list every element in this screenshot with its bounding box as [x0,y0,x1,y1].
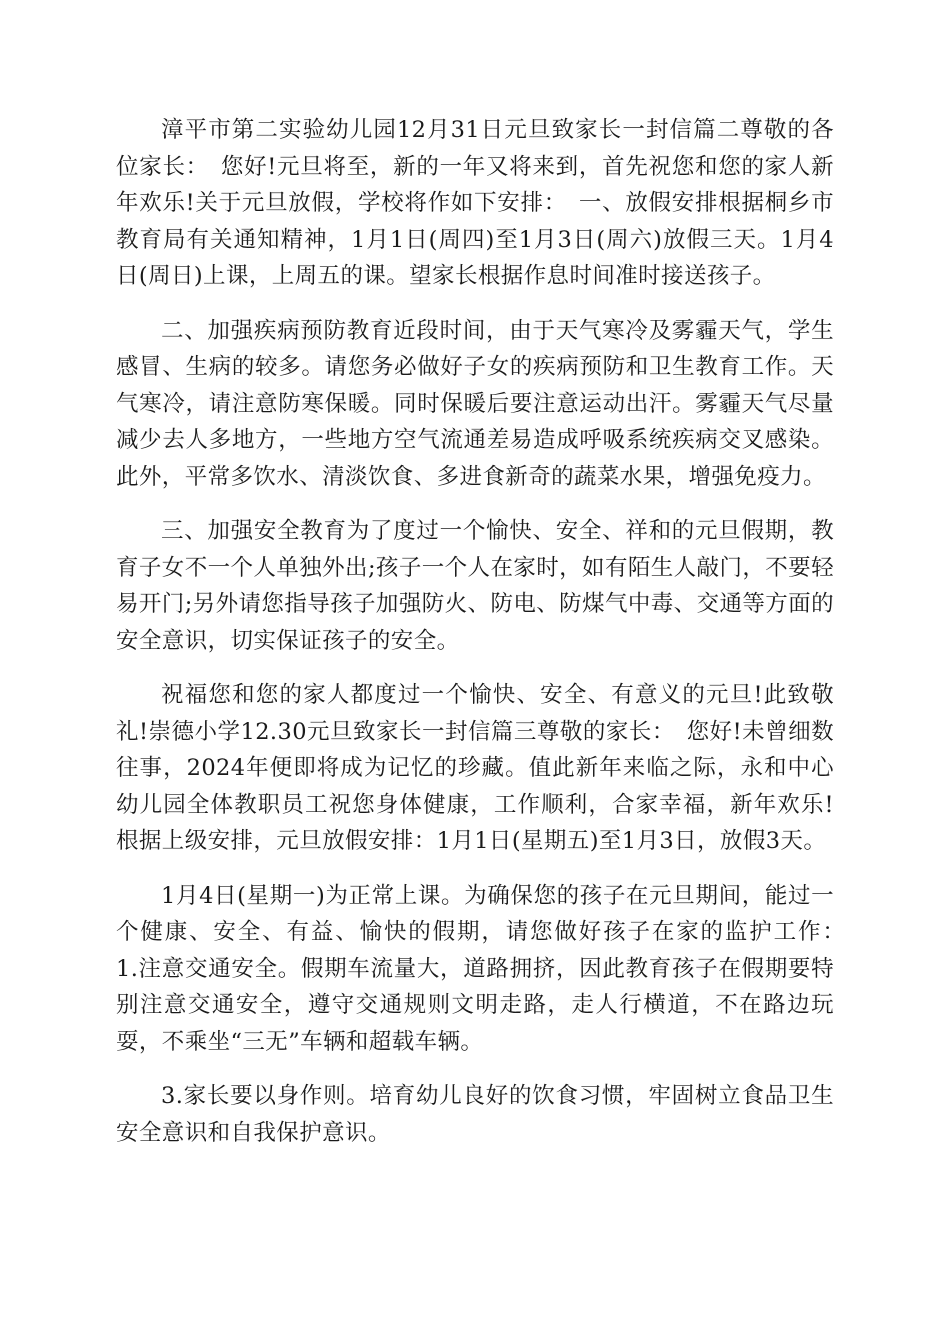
paragraph-3: 三、加强安全教育为了度过一个愉快、安全、祥和的元旦假期，教育子女不一个人单独外出;孩子一个人在家时，如有陌生人敲门，不要轻易开门;另外请您指导孩子加强防火、防电、防煤气中毒、交通等方面的安全意识，切实保证孩子的安全。 [116,518,834,654]
document-body [116,112,857,1169]
paragraph-6: 3.家长要以身作则。培育幼儿良好的饮食习惯，牢固树立食品卫生安全意识和自我保护意识。 [116,1083,834,1146]
paragraph-1: 漳平市第二实验幼儿园12月31日元旦致家长一封信篇二尊敬的各位家长： 您好!元旦将至，新的一年又将来到，首先祝您和您的家人新年欢乐!关于元旦放假，学校将作如下安排： 一、放假安排根据桐乡市教育局有关通知精神，1月1日(周四)至1月3日(周六)放假三天。1月4日(周日)上课，上周五的课。望家长根据作息时间准时接送孩子。 [116,117,834,289]
paragraph-2: 二、加强疾病预防教育近段时间，由于天气寒冷及雾霾天气，学生感冒、生病的较多。请您务必做好子女的疾病预防和卫生教育工作。天气寒冷，请注意防寒保暖。同时保暖后要注意运动出汗。雾霾天气尽量减少去人多地方，一些地方空气流通差易造成呼吸系统疾病交叉感染。此外，平常多饮水、清淡饮食、多进食新奇的蔬菜水果，增强免疫力。 [116,317,834,490]
paragraph-5: 1月4日(星期一)为正常上课。为确保您的孩子在元旦期间，能过一个健康、安全、有益、愉快的假期，请您做好孩子在家的监护工作： 1.注意交通安全。假期车流量大，道路拥挤，因此教育孩子在假期要特别注意交通安全，遵守交通规则文明走路，走人行横道，不在路边玩耍，不乘坐“三无”车辆和超载车辆。 [116,882,857,1055]
paragraph-4: 祝福您和您的家人都度过一个愉快、安全、有意义的元旦!此致敬礼!崇德小学12.30元旦致家长一封信篇三尊敬的家长： 您好!未曾细数往事，2024年便即将成为记忆的珍藏。值此新年来临之际，永和中心幼儿园全体教职员工祝您身体健康，工作顺利，合家幸福，新年欢乐!根据上级安排，元旦放假安排：1月1日(星期五)至1月3日，放假3天。 [116,682,834,854]
